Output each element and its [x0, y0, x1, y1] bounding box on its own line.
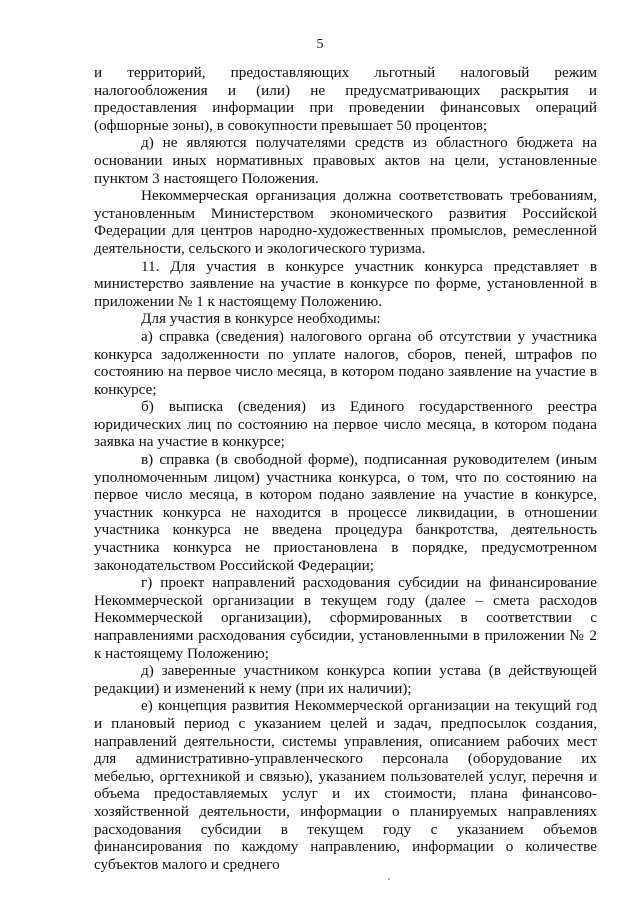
paragraph-item-v: в) справка (в свободной форме), подписанная руководителем (иным уполномоченным лицом) участника конкурса, о том, что по состоянию на первое число месяца, в котором подано заявление на участие в конкурсе, участник конкурса не находится в процессе ликвидации, в отношении участника конкурса не введена процедура банкротства, деятельность участника конкурса не приостановлена в порядке, предусмотренном законодательством Российской Федерации;: [94, 451, 597, 574]
paragraph-continuation: и территорий, предоставляющих льготный налоговый режим налогообложения и (или) не предусматривающих раскрытия и предоставления информации при проведении финансовых операций (офшорные зоны), в совокупности превышает 50 процентов;: [94, 64, 597, 134]
paragraph-documents-intro: Для участия в конкурсе необходимы:: [141, 310, 381, 328]
page-number: 5: [316, 37, 324, 52]
document-body: [94, 64, 597, 873]
paragraph-item-d-budget: д) не являются получателями средств из областного бюджета на основании иных нормативных правовых актов на цели, установленные пунктом 3 настоящего Положения.: [94, 134, 597, 187]
paragraph-requirements: Некоммерческая организация должна соответствовать требованиям, установленным Министерством экономического развития Российской Федерации для центров народно-художественных промыслов, ремесленной деятельности, сельского и экологического туризма.: [94, 187, 597, 257]
paragraph-item-d-charter: д) заверенные участником конкурса копии устава (в действующей редакции) и изменений к нему (при их наличии);: [94, 662, 597, 697]
paragraph-clause-11: 11. Для участия в конкурсе участник конкурса представляет в министерство заявление на участие в конкурсе по форме, установленной в приложении № 1 к настоящему Положению.: [94, 257, 597, 310]
paragraph-item-e: е) концепция развития Некоммерческой организации на текущий год и плановый период с указанием целей и задач, предпосылок создания, направлений деятельности, системы управления, описанием рабочих мест для административно-управленческого персонала (оборудование их мебелью, оргтехникой и связью), указанием пользователей услуг, перечня и объема предоставляемых услуг и их стоимости, плана финансово-хозяйственной деятельности, информации о планируемых направлениях расходования субсидии в текущем году с указанием объемов финансирования по каждому направлению, информации о количестве субъектов малого и среднего: [94, 697, 597, 873]
paragraph-item-g: г) проект направлений расходования субсидии на финансирование Некоммерческой организации в текущем году (далее – смета расходов Некоммерческой организации), сформированных в соответствии с направлениями расходования субсидии, установленными в приложении № 2 к настоящему Положению;: [94, 574, 597, 662]
scan-speck: [388, 878, 390, 880]
paragraph-item-a: а) справка (сведения) налогового органа об отсутствии у участника конкурса задолженности по уплате налогов, сборов, пеней, штрафов по состоянию на первое число месяца, в котором подано заявление на участие в конкурсе;: [94, 327, 597, 398]
paragraph-item-b: б) выписка (сведения) из Единого государственного реестра юридических лиц по состоянию на первое число месяца, в котором подана заявка на участие в конкурсе;: [94, 398, 597, 451]
